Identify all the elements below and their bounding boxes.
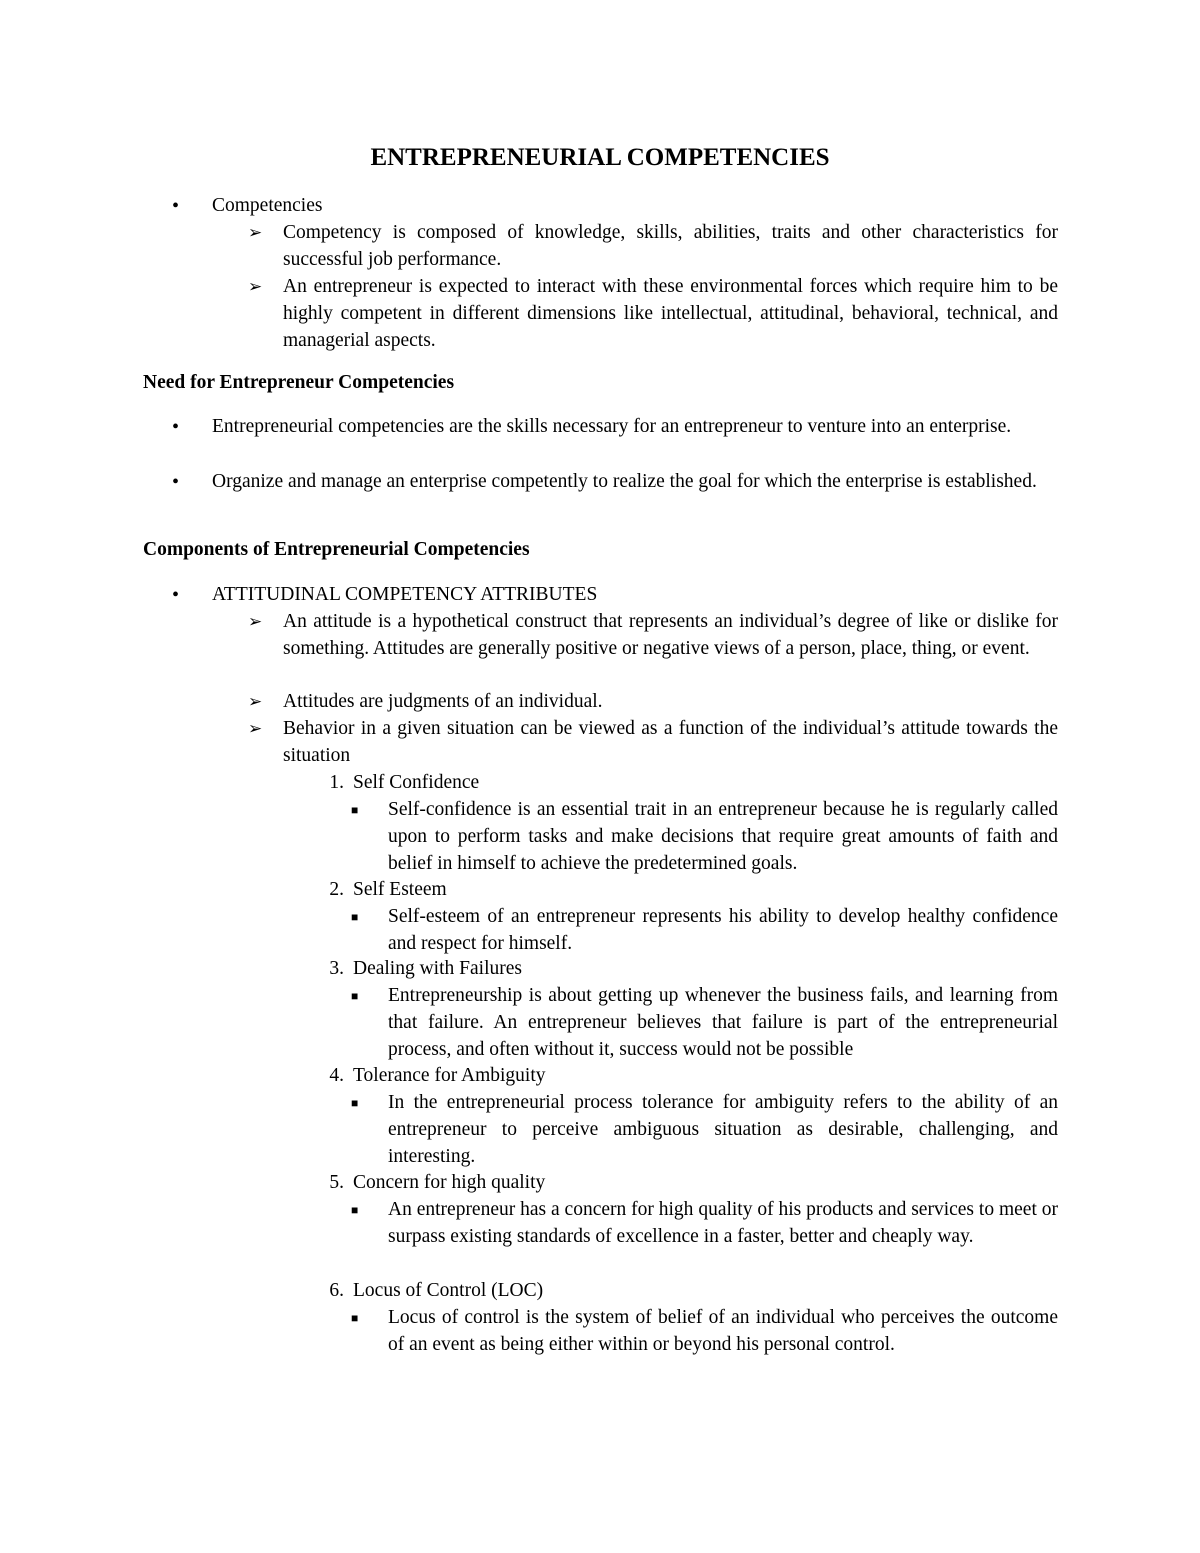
item-label: Dealing with Failures: [353, 958, 522, 979]
bullet-dot-icon: •: [172, 416, 180, 438]
bullet-text: Competencies: [212, 195, 323, 216]
item-detail-text: An entrepreneur has a concern for high quality of his products and services to meet or surpass existing standards of excellence in a faster, better and cheaply way.: [388, 1199, 1058, 1247]
arrow-bullet-icon: ➢: [248, 277, 263, 296]
item-number: 6.: [329, 1280, 344, 1301]
item-number: 5.: [329, 1172, 344, 1193]
item-detail-text: Entrepreneurship is about getting up whenever the business fails, and learning from that failure. An entrepreneur believes that failure is part of the entrepreneurial process, and often without it, success would not be possible: [388, 985, 1058, 1060]
item-detail-text: Locus of control is the system of belief of an individual who perceives the outcome of an event as being either within or beyond his personal control.: [388, 1307, 1058, 1355]
sub-point-text: An attitude is a hypothetical construct that represents an individual’s degree of like or dislike for something. Attitudes are generally positive or negative views of a person, place, thing, or event.: [283, 611, 1058, 659]
arrow-bullet-icon: ➢: [248, 223, 263, 242]
square-bullet-icon: ■: [351, 910, 359, 924]
item-detail-text: Self-confidence is an essential trait in an entrepreneur because he is regularly called upon to perform tasks and make decisions that require great amounts of faith and belief in himself to achieve the predetermined goals.: [388, 799, 1058, 874]
square-bullet-icon: ■: [351, 1203, 359, 1217]
section-heading-need: Need for Entrepreneur Competencies: [143, 372, 455, 393]
sub-point-text: Attitudes are judgments of an individual.: [283, 691, 603, 712]
item-label: Concern for high quality: [353, 1172, 546, 1193]
sub-point-text: Behavior in a given situation can be viewed as a function of the individual’s attitude towards the situation: [283, 718, 1058, 766]
bullet-text: Organize and manage an enterprise competently to realize the goal for which the enterprise is established.: [212, 471, 1037, 492]
item-label: Self Esteem: [353, 879, 447, 900]
item-number: 1.: [329, 772, 344, 793]
bullet-dot-icon: •: [172, 471, 180, 493]
item-label: Locus of Control (LOC): [353, 1280, 544, 1301]
arrow-bullet-icon: ➢: [248, 612, 263, 631]
item-detail-text: Self-esteem of an entrepreneur represents his ability to develop healthy confidence and respect for himself.: [388, 906, 1058, 954]
square-bullet-icon: ■: [351, 989, 359, 1003]
sub-point-text: An entrepreneur is expected to interact with these environmental forces which require him to be highly competent in different dimensions like intellectual, attitudinal, behavioral, technical, and managerial aspects.: [283, 276, 1058, 351]
arrow-bullet-icon: ➢: [248, 719, 263, 738]
item-detail-text: In the entrepreneurial process tolerance for ambiguity refers to the ability of an entrepreneur to perceive ambiguous situation as desirable, challenging, and interesting.: [388, 1092, 1058, 1167]
bullet-dot-icon: •: [172, 195, 180, 217]
item-number: 2.: [329, 879, 344, 900]
document-title: ENTREPRENEURIAL COMPETENCIES: [370, 144, 830, 171]
square-bullet-icon: ■: [351, 1311, 359, 1325]
square-bullet-icon: ■: [351, 1096, 359, 1110]
item-label: Self Confidence: [353, 772, 480, 793]
square-bullet-icon: ■: [351, 803, 359, 817]
bullet-dot-icon: •: [172, 584, 180, 606]
bullet-text: Entrepreneurial competencies are the skills necessary for an entrepreneur to venture into an enterprise.: [212, 416, 1012, 437]
item-label: Tolerance for Ambiguity: [353, 1065, 546, 1086]
bullet-text: ATTITUDINAL COMPETENCY ATTRIBUTES: [212, 584, 598, 605]
sub-point-text: Competency is composed of knowledge, skills, abilities, traits and other characteristics for successful job performance.: [283, 222, 1058, 270]
section-heading-components: Components of Entrepreneurial Competencies: [143, 539, 530, 560]
item-number: 3.: [329, 958, 344, 979]
item-number: 4.: [329, 1065, 344, 1086]
arrow-bullet-icon: ➢: [248, 692, 263, 711]
